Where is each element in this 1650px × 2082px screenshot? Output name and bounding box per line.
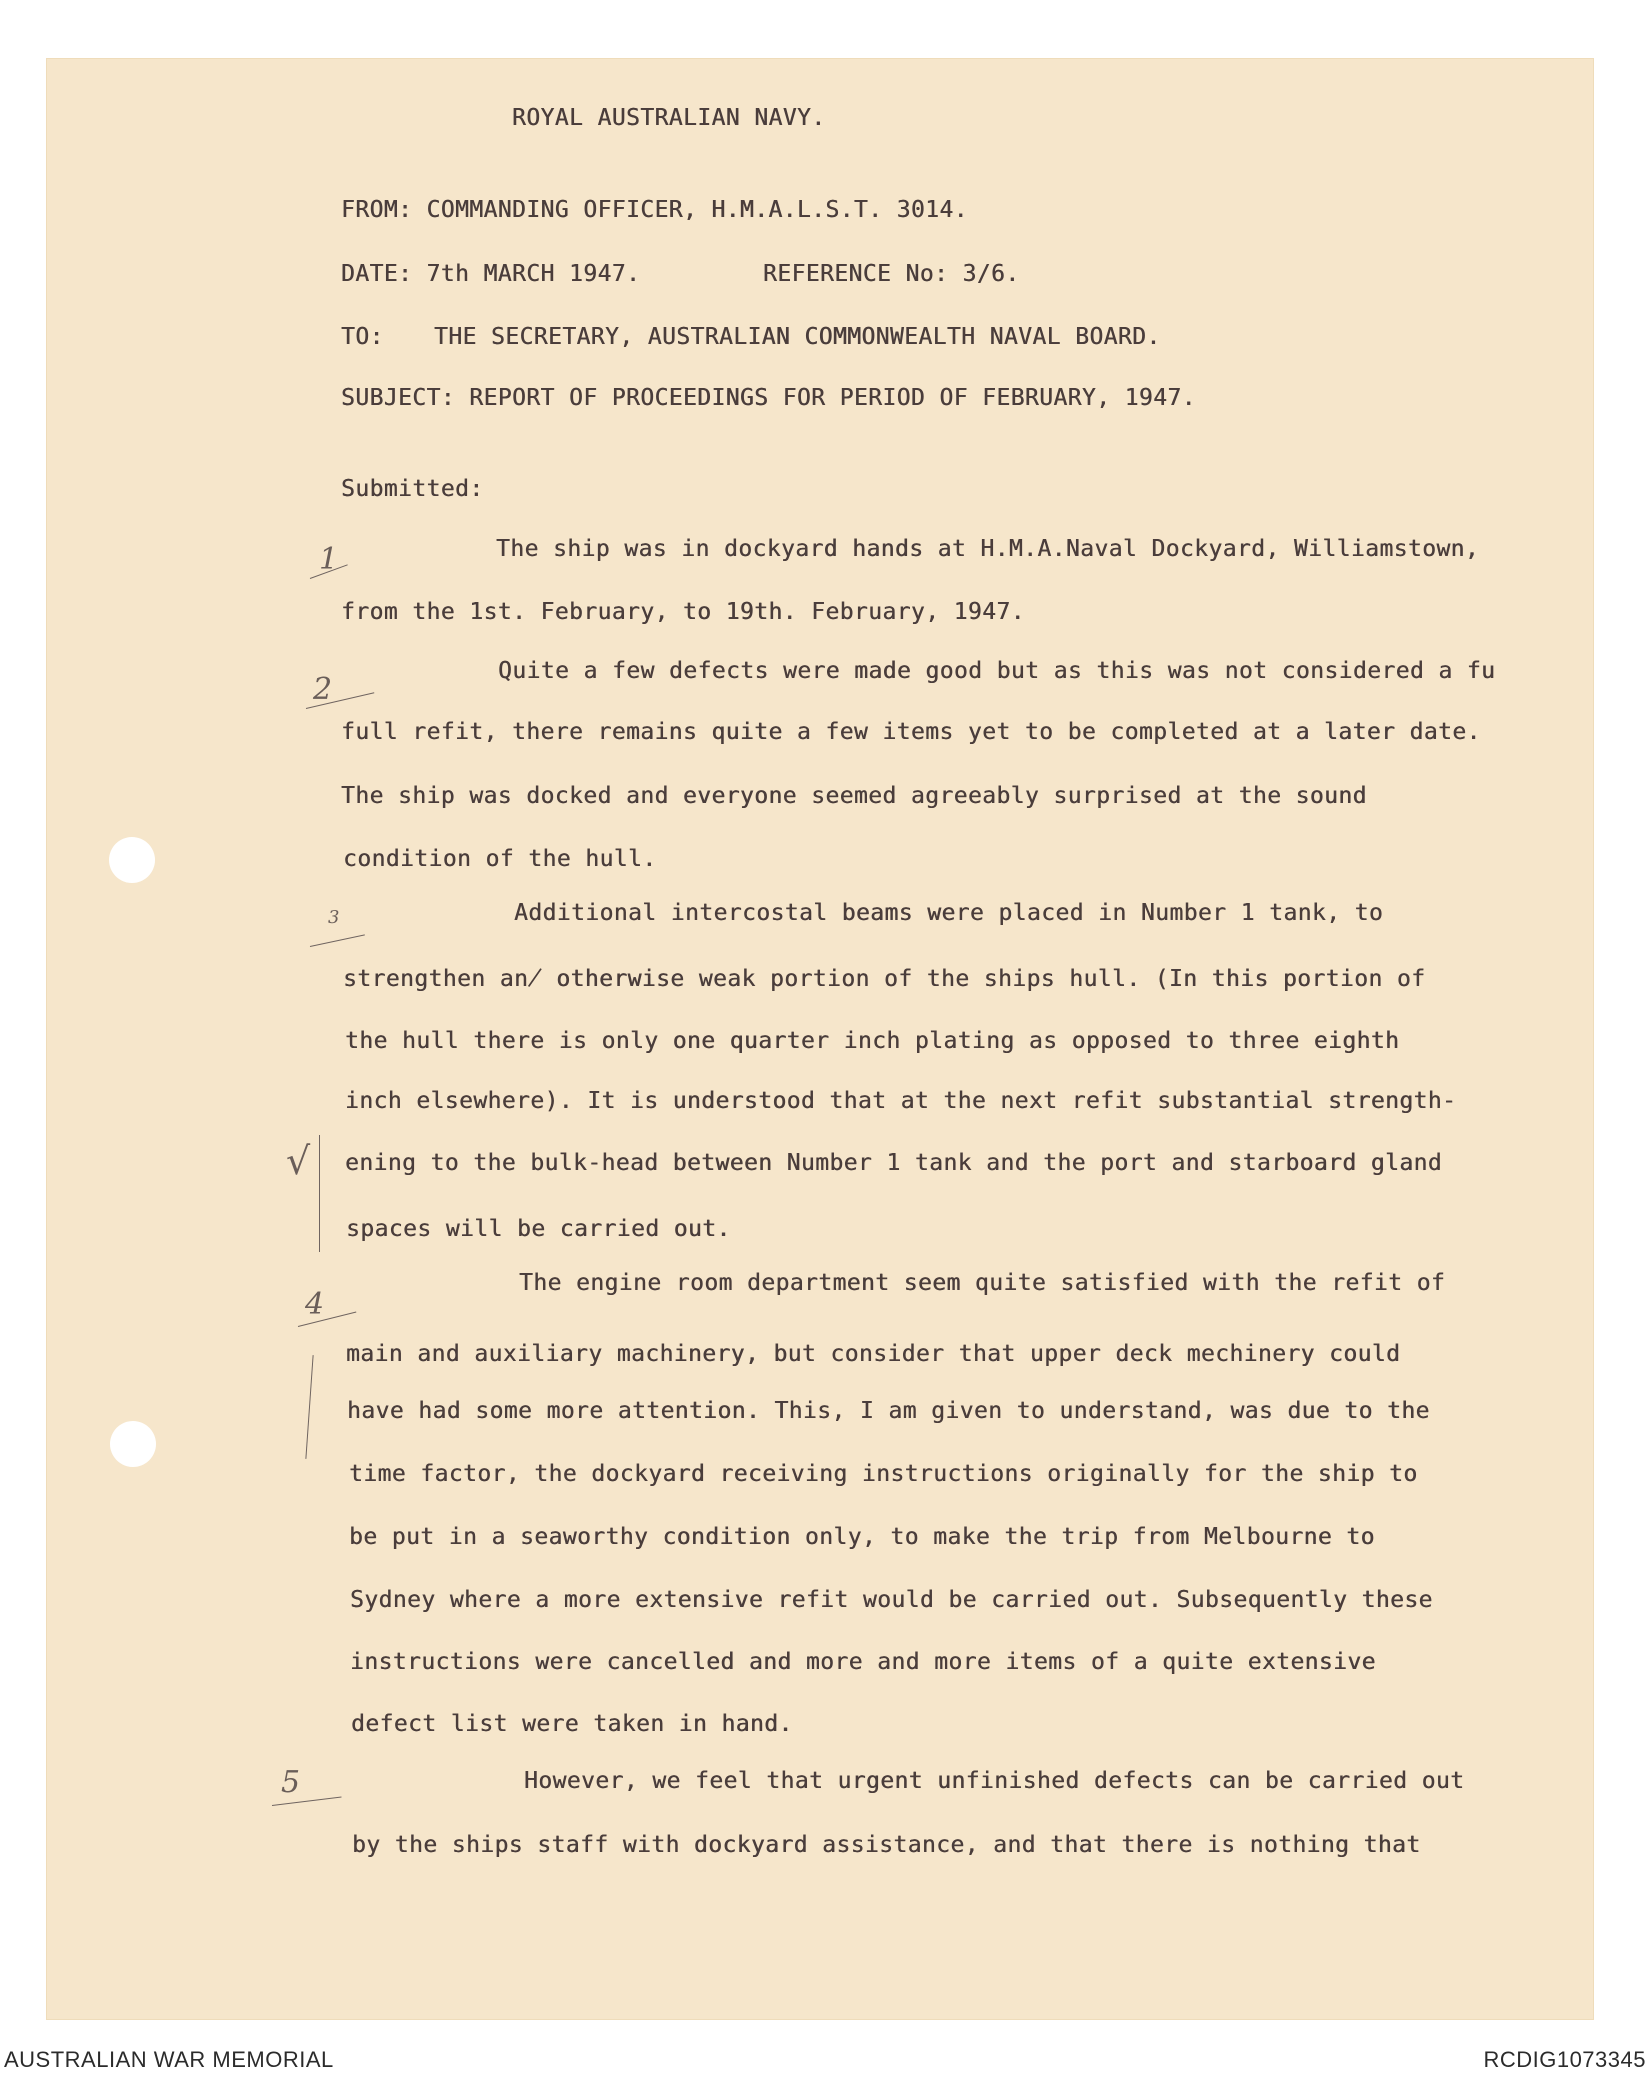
pencil-check-mark: √ (286, 1139, 311, 1183)
pencil-mark (319, 1135, 320, 1252)
margin-number: 1 (319, 542, 339, 577)
body-line: instructions were cancelled and more and more items of a quite extensive (350, 1649, 1376, 1675)
body-line: strengthen an̸ otherwise weak portion of the ships hull. (In this portion of (343, 966, 1426, 992)
margin-number: 5 (281, 1765, 301, 1800)
margin-number: 2 (313, 672, 333, 707)
archive-footer-right: RCDIG1073345 (1483, 2047, 1646, 2072)
body-line: inch elsewhere). It is understood that at the next refit substantial strength- (345, 1088, 1457, 1114)
body-line: ening to the bulk-head between Number 1 tank and the port and starboard gland (345, 1150, 1443, 1176)
punch-hole (110, 1421, 156, 1467)
body-line: spaces will be carried out. (346, 1216, 731, 1242)
body-line: The ship was docked and everyone seemed agreeably surprised at the sound (341, 783, 1367, 809)
document-heading: ROYAL AUSTRALIAN NAVY. (512, 105, 826, 131)
body-line: Sydney where a more extensive refit would be carried out. Subsequently these (350, 1587, 1433, 1613)
margin-number: 4 (305, 1287, 325, 1322)
body-line: time factor, the dockyard receiving instructions originally for the ship to (349, 1461, 1418, 1487)
margin-number: 3 (328, 907, 340, 928)
subject-line: SUBJECT: REPORT OF PROCEEDINGS FOR PERIOD OF FEBRUARY, 1947. (341, 385, 1196, 411)
body-line: Additional intercostal beams were placed in Number 1 tank, to (514, 900, 1384, 926)
submitted-label: Submitted: (341, 476, 484, 502)
punch-hole (109, 837, 155, 883)
body-line: have had some more attention. This, I am given to understand, was due to the (347, 1398, 1430, 1424)
body-line: be put in a seaworthy condition only, to make the trip from Melbourne to (349, 1524, 1375, 1550)
date-line: DATE: 7th MARCH 1947. (341, 261, 641, 287)
body-line: the hull there is only one quarter inch plating as opposed to three eighth (345, 1028, 1400, 1054)
body-line: by the ships staff with dockyard assistance, and that there is nothing that (352, 1832, 1421, 1858)
body-line: Quite a few defects were made good but as this was not considered a fu (498, 658, 1496, 684)
body-line: The ship was in dockyard hands at H.M.A.Naval Dockyard, Williamstown, (496, 536, 1480, 562)
reference-line: REFERENCE No: 3/6. (763, 261, 1020, 287)
from-line: FROM: COMMANDING OFFICER, H.M.A.L.S.T. 3014. (341, 197, 968, 223)
body-line: full refit, there remains quite a few items yet to be completed at a later date. (341, 719, 1481, 745)
body-line: The engine room department seem quite satisfied with the refit of (519, 1270, 1446, 1296)
body-line: condition of the hull. (343, 846, 657, 872)
body-line: main and auxiliary machinery, but consider that upper deck mechinery could (346, 1341, 1401, 1367)
to-label: TO: (341, 324, 384, 350)
body-line: defect list were taken in hand. (351, 1711, 793, 1737)
body-line: However, we feel that urgent unfinished defects can be carried out (524, 1768, 1465, 1794)
body-line: from the 1st. February, to 19th. February, 1947. (341, 599, 1025, 625)
to-value: THE SECRETARY, AUSTRALIAN COMMONWEALTH NAVAL BOARD. (434, 324, 1161, 350)
archive-footer-left: AUSTRALIAN WAR MEMORIAL (4, 2047, 334, 2072)
